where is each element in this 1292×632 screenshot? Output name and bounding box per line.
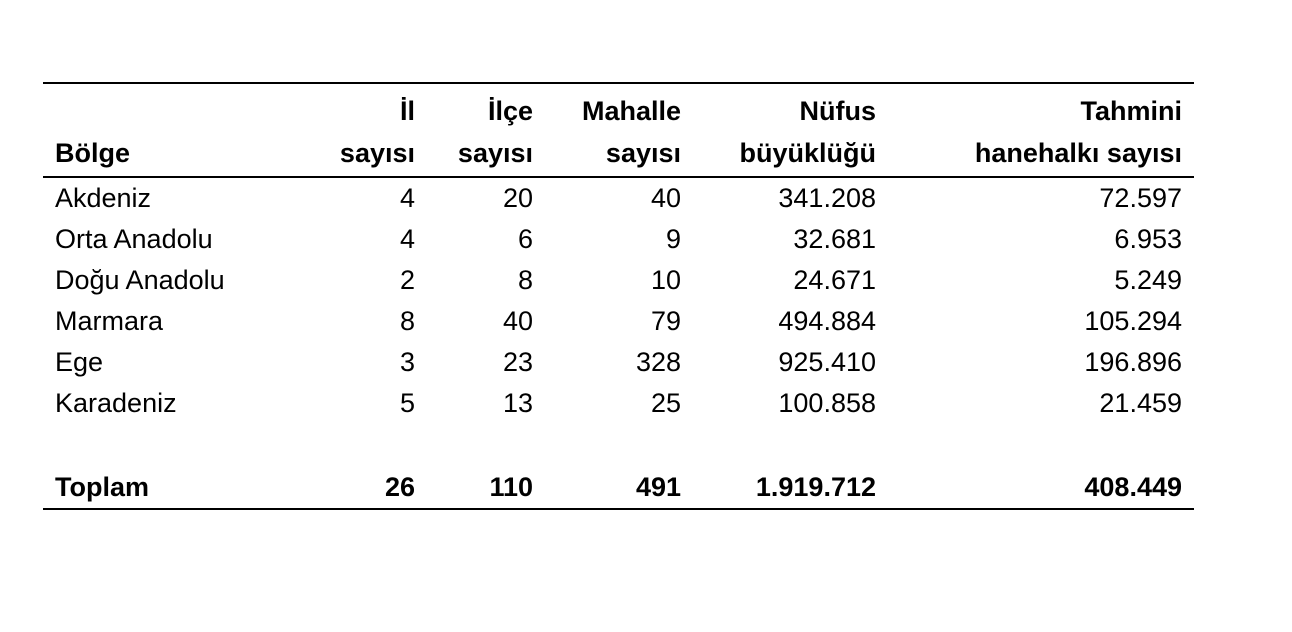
spacer-row [43, 424, 1194, 467]
table-row [43, 301, 1194, 342]
header-line2: Bölge [55, 138, 131, 168]
table-row [43, 260, 1194, 301]
cell-district-count: 23 [502, 347, 533, 377]
total-province-count: 26 [384, 472, 415, 502]
cell-province-count: 5 [399, 388, 415, 418]
cell-neighborhood-count: 10 [650, 265, 681, 295]
cell-neighborhood-count: 25 [650, 388, 681, 418]
cell-population-size: 494.884 [778, 306, 876, 336]
cell-household-estimate: 72.597 [1099, 183, 1182, 213]
header-line1: Mahalle [581, 96, 681, 126]
header-line2: sayısı [457, 138, 533, 168]
cell-household-estimate: 105.294 [1084, 306, 1182, 336]
spacer-cell [43, 424, 1194, 467]
cell-province-count: 3 [399, 347, 415, 377]
header-row [43, 83, 1194, 177]
cell-neighborhood-count: 40 [650, 183, 681, 213]
cell-region: Orta Anadolu [55, 224, 213, 254]
header-province-count [305, 83, 427, 177]
cell-region: Karadeniz [55, 388, 177, 418]
header-line1: İlçe [487, 96, 533, 126]
cell-household-estimate: 5.249 [1114, 265, 1182, 295]
total-district-count: 110 [489, 472, 533, 502]
total-row [43, 467, 1194, 509]
cell-region: Marmara [55, 306, 164, 336]
cell-population-size: 32.681 [793, 224, 876, 254]
header-line1: Tahmini [1080, 96, 1182, 126]
cell-province-count: 4 [399, 224, 415, 254]
cell-population-size: 100.858 [778, 388, 876, 418]
table-header [43, 83, 1194, 177]
header-region [43, 83, 305, 177]
region-statistics-table [43, 82, 1194, 510]
cell-province-count: 4 [399, 183, 415, 213]
cell-district-count: 20 [502, 183, 533, 213]
header-neighborhood-count [545, 83, 693, 177]
cell-neighborhood-count: 328 [635, 347, 681, 377]
cell-neighborhood-count: 9 [665, 224, 681, 254]
cell-district-count: 8 [517, 265, 533, 295]
total-label: Toplam [55, 472, 149, 502]
table-body [43, 177, 1194, 509]
header-household-estimate [888, 83, 1194, 177]
header-line2: hanehalkı sayısı [974, 138, 1182, 168]
table-row [43, 177, 1194, 219]
cell-household-estimate: 21.459 [1099, 388, 1182, 418]
cell-population-size: 24.671 [793, 265, 876, 295]
total-neighborhood-count: 491 [635, 472, 681, 502]
cell-province-count: 8 [399, 306, 415, 336]
header-line2: sayısı [605, 138, 681, 168]
cell-household-estimate: 196.896 [1084, 347, 1182, 377]
table-row [43, 342, 1194, 383]
total-household-estimate: 408.449 [1084, 472, 1182, 502]
header-line2: sayısı [339, 138, 415, 168]
header-line1: Nüfus [799, 96, 876, 126]
header-line1: İl [399, 96, 415, 126]
cell-region: Akdeniz [55, 183, 152, 213]
cell-region: Doğu Anadolu [55, 265, 225, 295]
header-district-count [427, 83, 545, 177]
cell-district-count: 40 [502, 306, 533, 336]
table-row [43, 383, 1194, 424]
cell-household-estimate: 6.953 [1114, 224, 1182, 254]
cell-province-count: 2 [399, 265, 415, 295]
table-row [43, 219, 1194, 260]
header-population-size [693, 83, 888, 177]
header-line2: büyüklüğü [739, 138, 876, 168]
total-population-size: 1.919.712 [755, 472, 876, 502]
cell-population-size: 341.208 [778, 183, 876, 213]
cell-region: Ege [55, 347, 104, 377]
cell-district-count: 6 [517, 224, 533, 254]
cell-population-size: 925.410 [778, 347, 876, 377]
cell-district-count: 13 [502, 388, 533, 418]
cell-neighborhood-count: 79 [650, 306, 681, 336]
